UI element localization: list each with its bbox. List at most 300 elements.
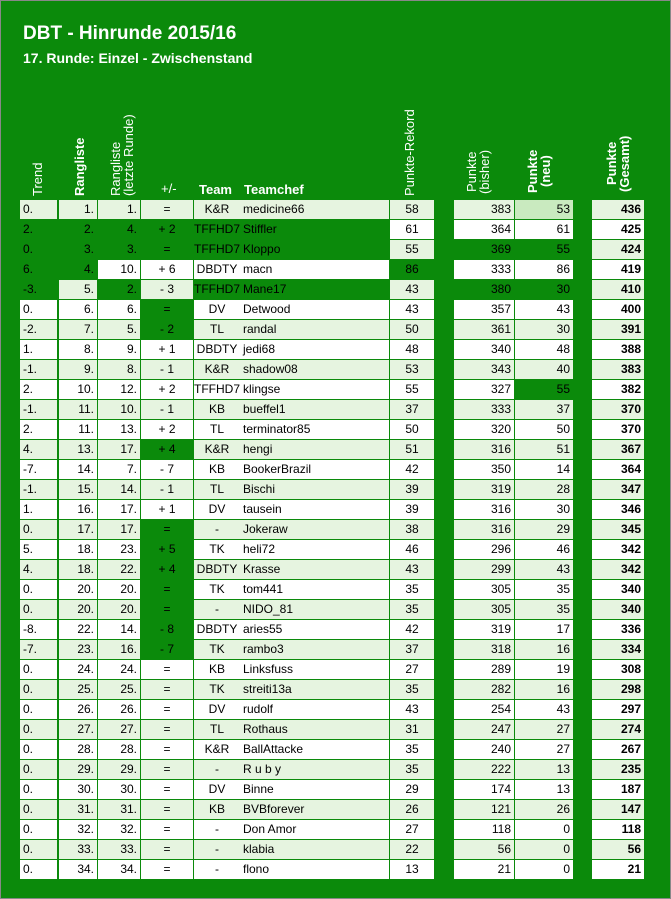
- cell-bisher: 56: [454, 840, 514, 859]
- cell-prev: 17.: [98, 500, 140, 519]
- cell-neu: 61: [515, 220, 573, 239]
- cell-bisher: 222: [454, 760, 514, 779]
- cell-team: TFFHD7: [194, 280, 240, 299]
- cell-rank: 33.: [59, 840, 97, 859]
- cell-gesamt: 21: [592, 860, 644, 879]
- header-punkte-gesamt: Punkte (Gesamt): [604, 135, 632, 192]
- cell-rank: 20.: [59, 580, 97, 599]
- cell-neu: 55: [515, 240, 573, 259]
- cell-neu: 55: [515, 380, 573, 399]
- header-rangliste: Rangliste: [72, 137, 87, 196]
- cell-chef: Binne: [240, 780, 389, 799]
- cell-chef: Detwood: [240, 300, 389, 319]
- cell-rekord: 55: [390, 240, 434, 259]
- cell-diff: =: [141, 240, 193, 259]
- cell-team: DV: [194, 500, 240, 519]
- cell-bisher: 361: [454, 320, 514, 339]
- cell-rekord: 39: [390, 500, 434, 519]
- cell-neu: 43: [515, 700, 573, 719]
- cell-neu: 40: [515, 360, 573, 379]
- cell-bisher: 296: [454, 540, 514, 559]
- cell-diff: + 1: [141, 500, 193, 519]
- cell-prev: 25.: [98, 680, 140, 699]
- cell-gesamt: 334: [592, 640, 644, 659]
- cell-gesamt: 367: [592, 440, 644, 459]
- cell-trend: 0.: [20, 740, 57, 759]
- cell-gesamt: 297: [592, 700, 644, 719]
- cell-diff: =: [141, 860, 193, 879]
- cell-rank: 9.: [59, 360, 97, 379]
- cell-team: -: [194, 820, 240, 839]
- header-teamchef: Teamchef: [244, 182, 304, 197]
- cell-trend: 0.: [20, 660, 57, 679]
- cell-trend: 0.: [20, 860, 57, 879]
- cell-neu: 0: [515, 840, 573, 859]
- cell-rank: 28.: [59, 740, 97, 759]
- cell-rank: 31.: [59, 800, 97, 819]
- cell-chef: heli72: [240, 540, 389, 559]
- cell-bisher: 305: [454, 580, 514, 599]
- cell-neu: 37: [515, 400, 573, 419]
- cell-diff: + 6: [141, 260, 193, 279]
- cell-bisher: 289: [454, 660, 514, 679]
- cell-prev: 26.: [98, 700, 140, 719]
- cell-gesamt: 382: [592, 380, 644, 399]
- cell-rekord: 51: [390, 440, 434, 459]
- cell-rekord: 35: [390, 600, 434, 619]
- cell-prev: 10.: [98, 400, 140, 419]
- cell-diff: + 4: [141, 560, 193, 579]
- cell-neu: 35: [515, 580, 573, 599]
- cell-prev: 17.: [98, 440, 140, 459]
- header-rangliste-letzte: Rangliste (letzte Runde): [108, 114, 136, 196]
- cell-gesamt: 419: [592, 260, 644, 279]
- cell-rekord: 43: [390, 560, 434, 579]
- cell-bisher: 118: [454, 820, 514, 839]
- cell-rank: 18.: [59, 540, 97, 559]
- cell-neu: 43: [515, 300, 573, 319]
- cell-rekord: 61: [390, 220, 434, 239]
- cell-bisher: 247: [454, 720, 514, 739]
- cell-diff: =: [141, 600, 193, 619]
- cell-rekord: 26: [390, 800, 434, 819]
- cell-chef: Mane17: [240, 280, 389, 299]
- cell-chef: tom441: [240, 580, 389, 599]
- cell-chef: aries55: [240, 620, 389, 639]
- cell-chef: BookerBrazil: [240, 460, 389, 479]
- cell-gesamt: 370: [592, 420, 644, 439]
- cell-chef: Krasse: [240, 560, 389, 579]
- cell-team: K&R: [194, 360, 240, 379]
- cell-rank: 24.: [59, 660, 97, 679]
- cell-bisher: 316: [454, 520, 514, 539]
- cell-gesamt: 340: [592, 580, 644, 599]
- cell-bisher: 299: [454, 560, 514, 579]
- cell-bisher: 121: [454, 800, 514, 819]
- cell-rekord: 39: [390, 480, 434, 499]
- cell-team: TFFHD7: [194, 240, 240, 259]
- cell-prev: 29.: [98, 760, 140, 779]
- cell-trend: 0.: [20, 780, 57, 799]
- cell-rank: 23.: [59, 640, 97, 659]
- cell-rank: 27.: [59, 720, 97, 739]
- cell-neu: 13: [515, 760, 573, 779]
- cell-gesamt: 400: [592, 300, 644, 319]
- cell-neu: 48: [515, 340, 573, 359]
- cell-team: TL: [194, 480, 240, 499]
- cell-gesamt: 370: [592, 400, 644, 419]
- header-team: Team: [199, 182, 232, 197]
- cell-chef: klabia: [240, 840, 389, 859]
- cell-trend: 0.: [20, 680, 57, 699]
- cell-diff: - 7: [141, 460, 193, 479]
- cell-bisher: 319: [454, 620, 514, 639]
- cell-rank: 18.: [59, 560, 97, 579]
- cell-gesamt: 346: [592, 500, 644, 519]
- cell-diff: + 2: [141, 380, 193, 399]
- cell-gesamt: 267: [592, 740, 644, 759]
- cell-diff: =: [141, 520, 193, 539]
- cell-diff: - 3: [141, 280, 193, 299]
- cell-gesamt: 118: [592, 820, 644, 839]
- cell-rank: 10.: [59, 380, 97, 399]
- cell-team: K&R: [194, 200, 240, 219]
- cell-rank: 32.: [59, 820, 97, 839]
- cell-rank: 13.: [59, 440, 97, 459]
- cell-gesamt: 298: [592, 680, 644, 699]
- cell-bisher: 340: [454, 340, 514, 359]
- cell-neu: 51: [515, 440, 573, 459]
- cell-rekord: 43: [390, 300, 434, 319]
- cell-bisher: 327: [454, 380, 514, 399]
- cell-bisher: 333: [454, 400, 514, 419]
- cell-rank: 30.: [59, 780, 97, 799]
- cell-rekord: 55: [390, 380, 434, 399]
- cell-gesamt: 345: [592, 520, 644, 539]
- cell-prev: 2.: [98, 280, 140, 299]
- cell-rekord: 27: [390, 820, 434, 839]
- cell-prev: 23.: [98, 540, 140, 559]
- cell-diff: - 7: [141, 640, 193, 659]
- cell-trend: 4.: [20, 560, 57, 579]
- cell-trend: 4.: [20, 440, 57, 459]
- cell-diff: + 2: [141, 220, 193, 239]
- cell-rekord: 29: [390, 780, 434, 799]
- cell-chef: R u b y: [240, 760, 389, 779]
- cell-gesamt: 340: [592, 600, 644, 619]
- cell-diff: - 8: [141, 620, 193, 639]
- cell-bisher: 316: [454, 440, 514, 459]
- cell-prev: 7.: [98, 460, 140, 479]
- cell-chef: macn: [240, 260, 389, 279]
- cell-bisher: 343: [454, 360, 514, 379]
- cell-prev: 30.: [98, 780, 140, 799]
- cell-gesamt: 383: [592, 360, 644, 379]
- cell-trend: -1.: [20, 400, 57, 419]
- cell-neu: 0: [515, 820, 573, 839]
- cell-rekord: 53: [390, 360, 434, 379]
- cell-rank: 11.: [59, 400, 97, 419]
- cell-chef: Rothaus: [240, 720, 389, 739]
- cell-chef: shadow08: [240, 360, 389, 379]
- cell-team: TK: [194, 680, 240, 699]
- cell-rekord: 13: [390, 860, 434, 879]
- cell-prev: 34.: [98, 860, 140, 879]
- cell-prev: 1.: [98, 200, 140, 219]
- cell-bisher: 174: [454, 780, 514, 799]
- cell-diff: =: [141, 660, 193, 679]
- cell-prev: 14.: [98, 480, 140, 499]
- cell-team: -: [194, 860, 240, 879]
- cell-rank: 29.: [59, 760, 97, 779]
- cell-team: DBDTY: [194, 560, 240, 579]
- cell-neu: 26: [515, 800, 573, 819]
- cell-chef: rudolf: [240, 700, 389, 719]
- cell-chef: klingse: [240, 380, 389, 399]
- cell-prev: 32.: [98, 820, 140, 839]
- cell-bisher: 21: [454, 860, 514, 879]
- cell-rekord: 50: [390, 320, 434, 339]
- cell-prev: 16.: [98, 640, 140, 659]
- cell-rekord: 43: [390, 700, 434, 719]
- cell-team: -: [194, 840, 240, 859]
- cell-prev: 33.: [98, 840, 140, 859]
- cell-bisher: 350: [454, 460, 514, 479]
- cell-gesamt: 308: [592, 660, 644, 679]
- cell-rank: 11.: [59, 420, 97, 439]
- cell-neu: 0: [515, 860, 573, 879]
- cell-trend: 0.: [20, 600, 57, 619]
- cell-chef: randal: [240, 320, 389, 339]
- cell-prev: 9.: [98, 340, 140, 359]
- cell-gesamt: 336: [592, 620, 644, 639]
- cell-diff: + 2: [141, 420, 193, 439]
- cell-neu: 19: [515, 660, 573, 679]
- cell-prev: 12.: [98, 380, 140, 399]
- cell-neu: 86: [515, 260, 573, 279]
- cell-trend: -1.: [20, 480, 57, 499]
- cell-chef: Don Amor: [240, 820, 389, 839]
- cell-rank: 17.: [59, 520, 97, 539]
- cell-trend: 1.: [20, 500, 57, 519]
- cell-rekord: 37: [390, 640, 434, 659]
- cell-trend: 0.: [20, 720, 57, 739]
- cell-gesamt: 347: [592, 480, 644, 499]
- cell-bisher: 380: [454, 280, 514, 299]
- cell-gesamt: 388: [592, 340, 644, 359]
- cell-rank: 5.: [59, 280, 97, 299]
- cell-diff: =: [141, 680, 193, 699]
- cell-diff: =: [141, 580, 193, 599]
- cell-rekord: 42: [390, 620, 434, 639]
- header-plusminus: +/-: [161, 181, 177, 196]
- header-trend: Trend: [30, 162, 45, 196]
- cell-team: TL: [194, 720, 240, 739]
- cell-gesamt: 342: [592, 540, 644, 559]
- cell-prev: 28.: [98, 740, 140, 759]
- cell-diff: - 1: [141, 360, 193, 379]
- cell-rekord: 46: [390, 540, 434, 559]
- cell-rekord: 42: [390, 460, 434, 479]
- cell-trend: -1.: [20, 360, 57, 379]
- cell-team: K&R: [194, 440, 240, 459]
- cell-neu: 17: [515, 620, 573, 639]
- cell-neu: 53: [515, 200, 573, 219]
- cell-diff: - 2: [141, 320, 193, 339]
- cell-diff: - 1: [141, 400, 193, 419]
- cell-gesamt: 391: [592, 320, 644, 339]
- cell-gesamt: 342: [592, 560, 644, 579]
- cell-gesamt: 56: [592, 840, 644, 859]
- cell-rank: 7.: [59, 320, 97, 339]
- cell-rank: 15.: [59, 480, 97, 499]
- cell-chef: Linksfuss: [240, 660, 389, 679]
- cell-diff: - 1: [141, 480, 193, 499]
- cell-trend: 2.: [20, 220, 57, 239]
- cell-bisher: 254: [454, 700, 514, 719]
- cell-team: DV: [194, 300, 240, 319]
- cell-team: TK: [194, 640, 240, 659]
- cell-trend: 2.: [20, 420, 57, 439]
- cell-team: DBDTY: [194, 620, 240, 639]
- cell-gesamt: 436: [592, 200, 644, 219]
- cell-gesamt: 410: [592, 280, 644, 299]
- sheet-subtitle: 17. Runde: Einzel - Zwischenstand: [23, 50, 253, 66]
- cell-prev: 27.: [98, 720, 140, 739]
- cell-diff: =: [141, 740, 193, 759]
- cell-trend: 0.: [20, 200, 57, 219]
- cell-team: KB: [194, 400, 240, 419]
- cell-diff: =: [141, 780, 193, 799]
- cell-team: DV: [194, 780, 240, 799]
- cell-prev: 22.: [98, 560, 140, 579]
- cell-team: KB: [194, 460, 240, 479]
- cell-rekord: 58: [390, 200, 434, 219]
- cell-neu: 13: [515, 780, 573, 799]
- cell-rekord: 37: [390, 400, 434, 419]
- header-punkte-bisher: Punkte (bisher): [464, 149, 492, 194]
- cell-bisher: 318: [454, 640, 514, 659]
- cell-rekord: 43: [390, 280, 434, 299]
- cell-neu: 46: [515, 540, 573, 559]
- cell-rank: 8.: [59, 340, 97, 359]
- cell-neu: 30: [515, 320, 573, 339]
- cell-diff: =: [141, 800, 193, 819]
- cell-diff: =: [141, 820, 193, 839]
- cell-neu: 27: [515, 740, 573, 759]
- cell-team: TK: [194, 580, 240, 599]
- cell-prev: 8.: [98, 360, 140, 379]
- cell-chef: flono: [240, 860, 389, 879]
- cell-trend: 0.: [20, 700, 57, 719]
- cell-bisher: 357: [454, 300, 514, 319]
- cell-team: K&R: [194, 740, 240, 759]
- cell-neu: 28: [515, 480, 573, 499]
- cell-rekord: 38: [390, 520, 434, 539]
- cell-chef: jedi68: [240, 340, 389, 359]
- cell-rank: 20.: [59, 600, 97, 619]
- cell-team: TL: [194, 420, 240, 439]
- cell-bisher: 316: [454, 500, 514, 519]
- cell-rank: 16.: [59, 500, 97, 519]
- cell-prev: 3.: [98, 240, 140, 259]
- cell-rank: 14.: [59, 460, 97, 479]
- cell-diff: =: [141, 760, 193, 779]
- cell-rekord: 35: [390, 580, 434, 599]
- cell-chef: bueffel1: [240, 400, 389, 419]
- cell-team: DBDTY: [194, 340, 240, 359]
- cell-rekord: 35: [390, 680, 434, 699]
- cell-bisher: 319: [454, 480, 514, 499]
- cell-gesamt: 274: [592, 720, 644, 739]
- cell-rank: 22.: [59, 620, 97, 639]
- cell-rekord: 35: [390, 740, 434, 759]
- cell-neu: 35: [515, 600, 573, 619]
- cell-neu: 30: [515, 280, 573, 299]
- cell-chef: hengi: [240, 440, 389, 459]
- cell-rank: 2.: [59, 220, 97, 239]
- cell-trend: 0.: [20, 760, 57, 779]
- cell-rank: 1.: [59, 200, 97, 219]
- cell-gesamt: 364: [592, 460, 644, 479]
- cell-rank: 34.: [59, 860, 97, 879]
- cell-prev: 5.: [98, 320, 140, 339]
- cell-gesamt: 147: [592, 800, 644, 819]
- cell-chef: rambo3: [240, 640, 389, 659]
- cell-chef: BallAttacke: [240, 740, 389, 759]
- cell-trend: -7.: [20, 460, 57, 479]
- cell-trend: 0.: [20, 300, 57, 319]
- cell-rekord: 35: [390, 760, 434, 779]
- cell-prev: 10.: [98, 260, 140, 279]
- header-punkte-rekord: Punkte-Rekord: [402, 109, 417, 196]
- cell-team: TFFHD7: [194, 220, 240, 239]
- cell-trend: 6.: [20, 260, 57, 279]
- cell-bisher: 282: [454, 680, 514, 699]
- cell-diff: =: [141, 720, 193, 739]
- cell-neu: 43: [515, 560, 573, 579]
- cell-neu: 14: [515, 460, 573, 479]
- cell-chef: Kloppo: [240, 240, 389, 259]
- cell-rank: 3.: [59, 240, 97, 259]
- cell-team: DBDTY: [194, 260, 240, 279]
- cell-prev: 20.: [98, 580, 140, 599]
- cell-trend: -2.: [20, 320, 57, 339]
- cell-bisher: 369: [454, 240, 514, 259]
- cell-bisher: 333: [454, 260, 514, 279]
- cell-diff: + 4: [141, 440, 193, 459]
- cell-neu: 16: [515, 640, 573, 659]
- cell-team: KB: [194, 800, 240, 819]
- cell-rank: 4.: [59, 260, 97, 279]
- cell-bisher: 364: [454, 220, 514, 239]
- cell-team: DV: [194, 700, 240, 719]
- cell-diff: =: [141, 300, 193, 319]
- cell-chef: terminator85: [240, 420, 389, 439]
- cell-rekord: 50: [390, 420, 434, 439]
- cell-prev: 31.: [98, 800, 140, 819]
- header-punkte-neu: Punkte (neu): [525, 149, 553, 194]
- cell-bisher: 320: [454, 420, 514, 439]
- cell-rekord: 48: [390, 340, 434, 359]
- cell-trend: 0.: [20, 520, 57, 539]
- cell-team: KB: [194, 660, 240, 679]
- cell-rekord: 22: [390, 840, 434, 859]
- cell-neu: 27: [515, 720, 573, 739]
- cell-team: -: [194, 760, 240, 779]
- cell-prev: 6.: [98, 300, 140, 319]
- sheet-title: DBT - Hinrunde 2015/16: [23, 23, 237, 44]
